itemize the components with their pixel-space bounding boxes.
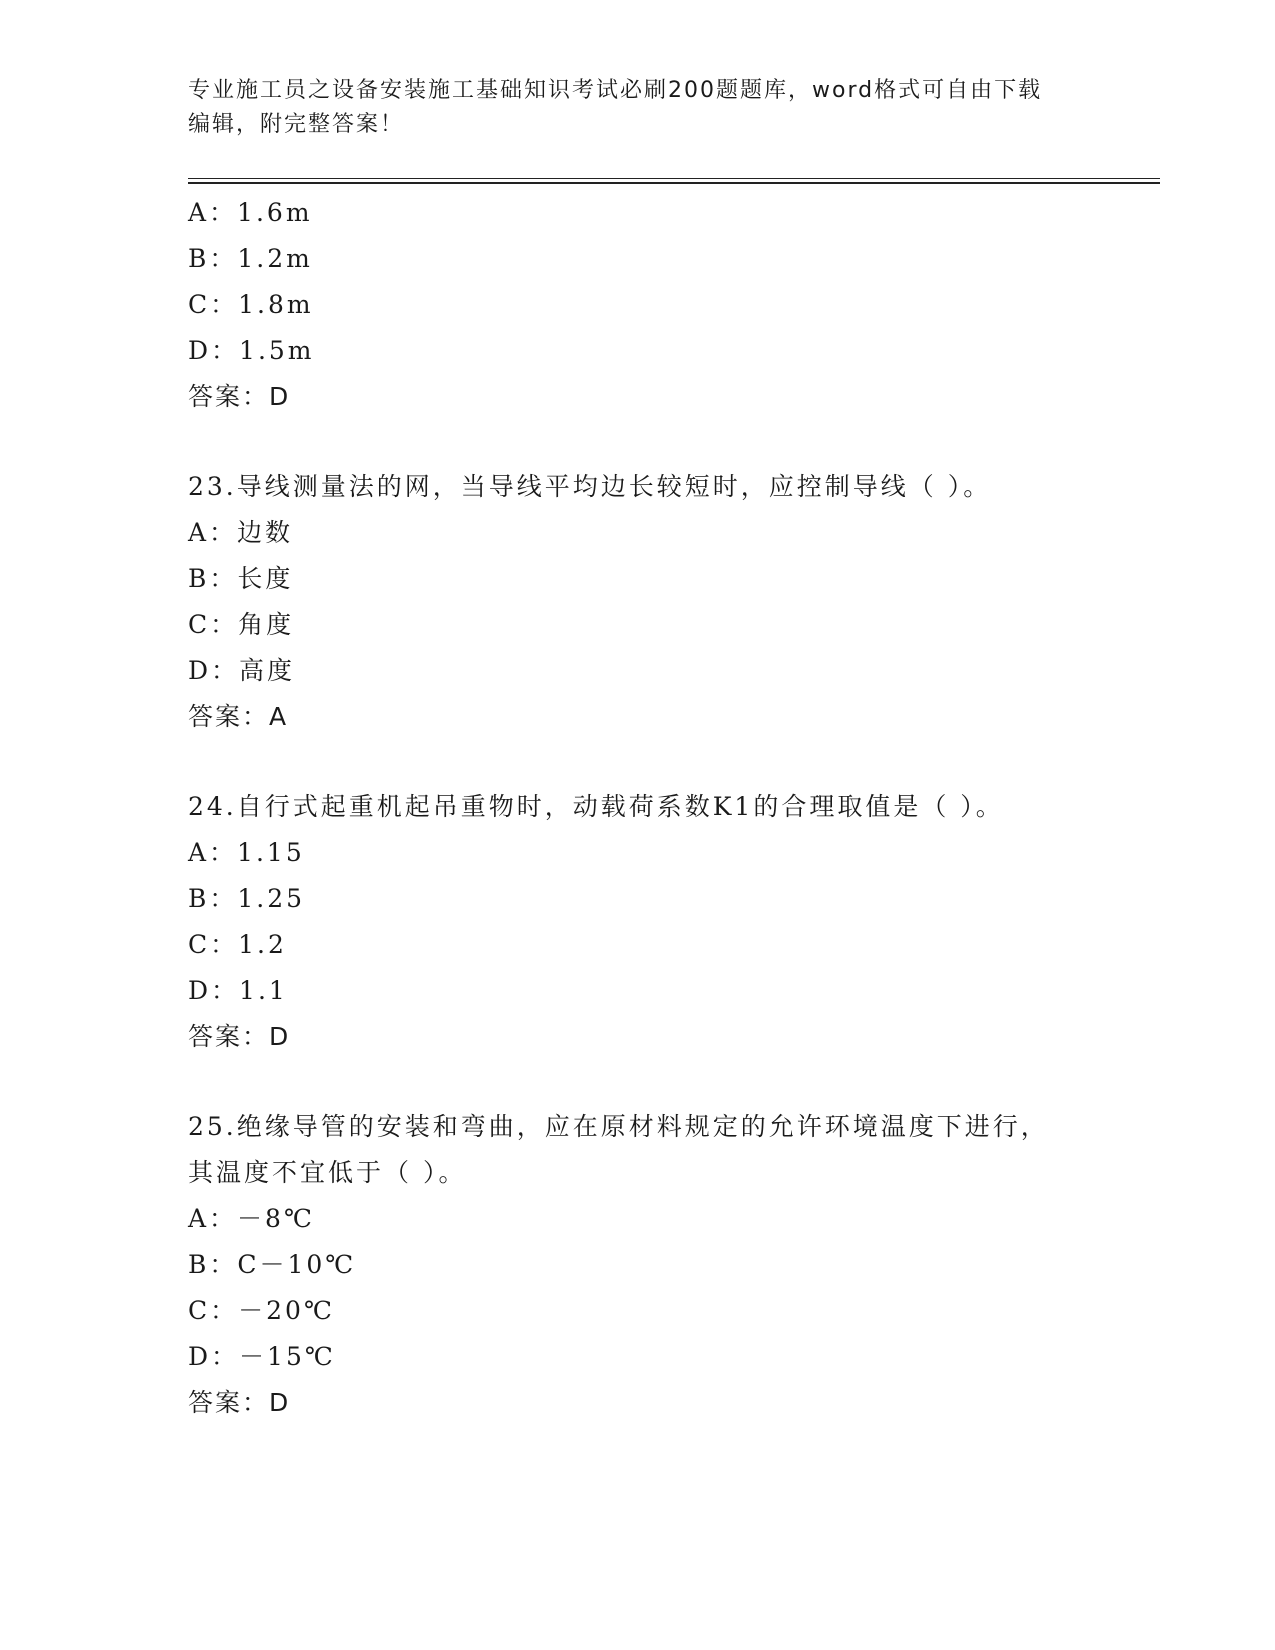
option-b: B：C－10℃: [188, 1250, 357, 1279]
header-title-line-1: 专业施工员之设备安装施工基础知识考试必刷200题题库，word格式可自由下载: [188, 78, 1043, 103]
question-23-block: [188, 464, 1148, 740]
question-text: 24.自行式起重机起吊重物时，动载荷系数K1的合理取值是（ ）。: [188, 792, 1004, 821]
option-d: D：1.5m: [188, 336, 315, 365]
question-22-block: [188, 190, 1148, 420]
option-b: B：1.25: [188, 884, 306, 913]
option-c: C：1.8m: [188, 290, 314, 319]
spacer: [188, 740, 1148, 784]
question-24-block: [188, 784, 1148, 1060]
document-header: [188, 74, 1088, 142]
option-a: A：1.6m: [188, 198, 313, 227]
answer-line: 答案：D: [188, 1388, 291, 1417]
option-c: C：角度: [188, 610, 295, 639]
answer-line: 答案：A: [188, 702, 289, 731]
header-divider-thick: [188, 182, 1160, 184]
option-a: A：－8℃: [188, 1204, 315, 1233]
option-d: D：1.1: [188, 976, 288, 1005]
answer-line: 答案：D: [188, 382, 291, 411]
header-title-line-2: 编辑，附完整答案！: [188, 112, 405, 137]
answer-line: 答案：D: [188, 1022, 291, 1051]
option-b: B：1.2m: [188, 244, 313, 273]
option-c: C：1.2: [188, 930, 287, 959]
spacer: [188, 420, 1148, 464]
question-text: 23.导线测量法的网，当导线平均边长较短时，应控制导线（ ）。: [188, 472, 992, 501]
option-a: A：边数: [188, 518, 294, 547]
spacer: [188, 1060, 1148, 1104]
header-divider-thin: [188, 178, 1160, 179]
question-text-line-2: 其温度不宜低于（ ）。: [188, 1158, 467, 1187]
option-d: D：－15℃: [188, 1342, 336, 1371]
option-c: C：－20℃: [188, 1296, 335, 1325]
question-25-block: [188, 1104, 1148, 1426]
option-d: D：高度: [188, 656, 296, 685]
question-list: [188, 190, 1148, 1426]
question-text-line-1: 25.绝缘导管的安装和弯曲，应在原材料规定的允许环境温度下进行，: [188, 1112, 1049, 1141]
option-a: A：1.15: [188, 838, 305, 867]
option-b: B：长度: [188, 564, 294, 593]
